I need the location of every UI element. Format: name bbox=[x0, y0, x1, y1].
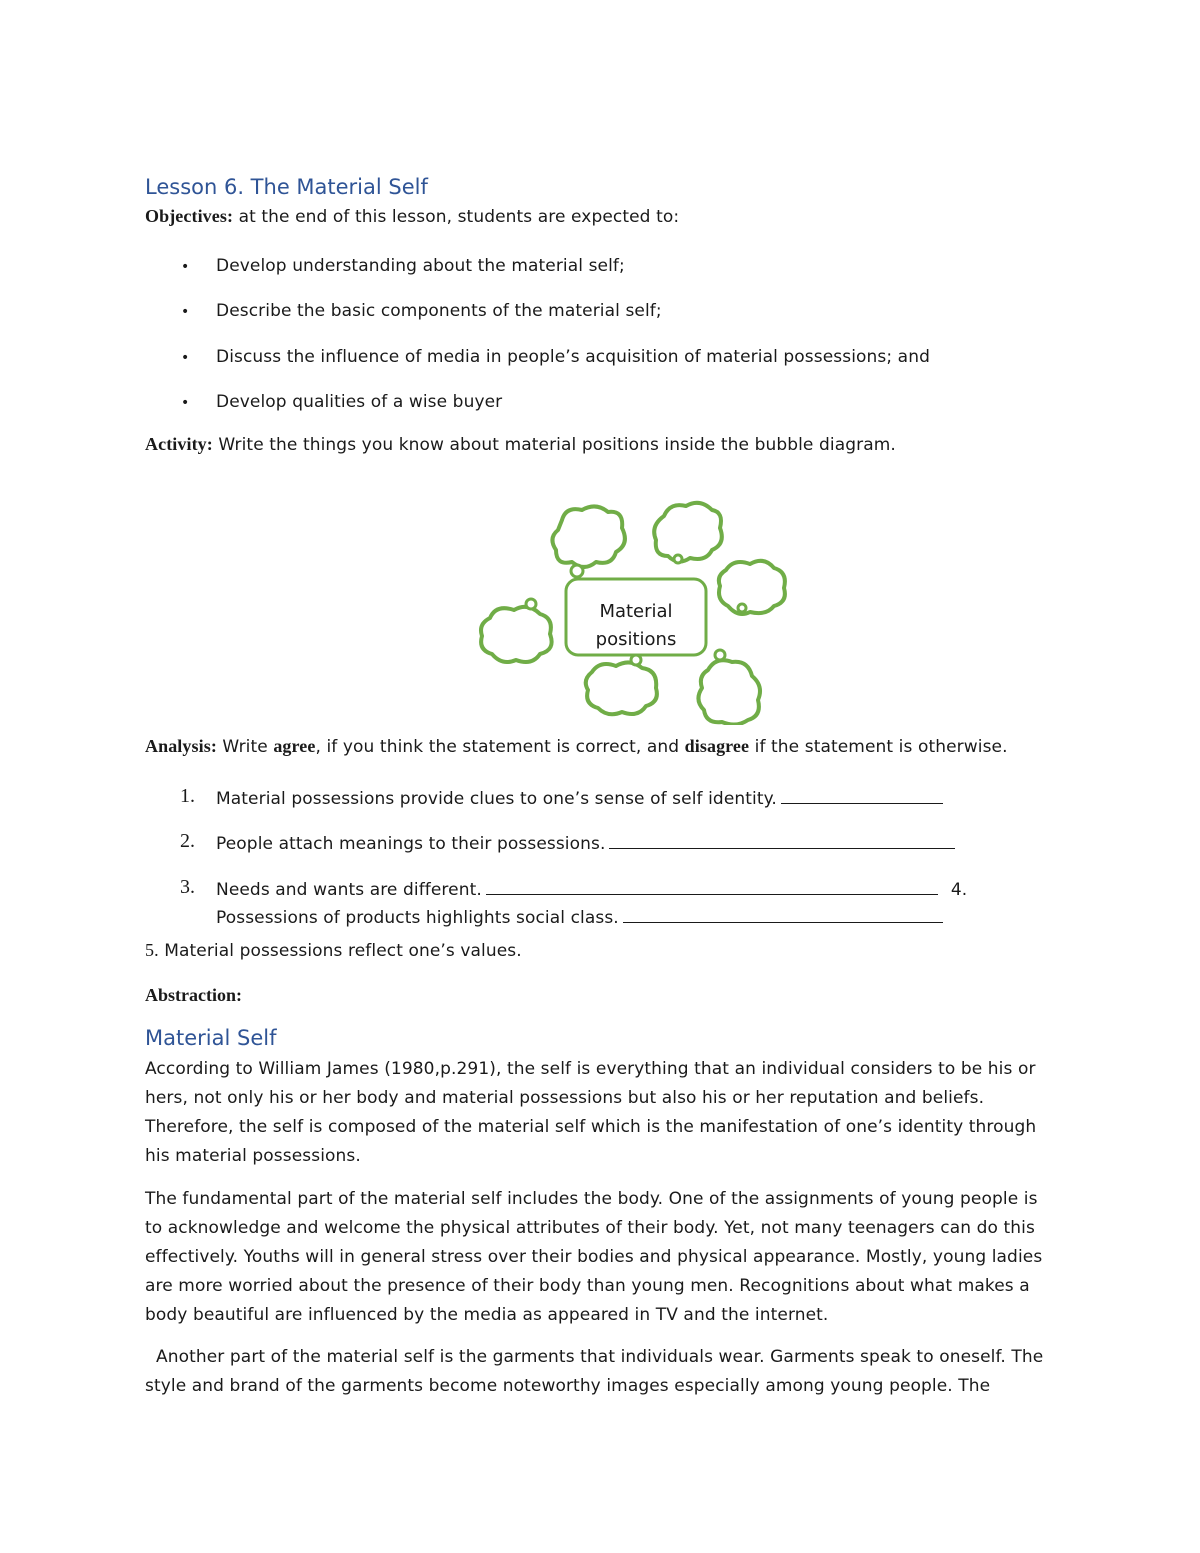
paragraph bbox=[145, 1055, 1065, 1171]
statement-text: Material possessions provide clues to one’s sense of self identity. bbox=[216, 789, 777, 809]
connector-dot bbox=[738, 604, 746, 612]
answer-blank[interactable] bbox=[623, 906, 943, 923]
bullet-icon: • bbox=[181, 259, 190, 275]
statement-text: People attach meanings to their possessions. bbox=[216, 834, 606, 854]
cloud-bubble bbox=[719, 561, 785, 614]
analysis-text-c: if the statement is otherwise. bbox=[749, 737, 1008, 757]
item-number: 3. bbox=[180, 876, 195, 898]
answer-blank[interactable] bbox=[781, 787, 943, 804]
cloud-bubble bbox=[654, 503, 722, 562]
list-item bbox=[145, 940, 522, 961]
list-item: Describe the basic components of the material self; bbox=[216, 301, 662, 321]
item-number: 4. bbox=[950, 880, 968, 900]
bullet-icon: • bbox=[181, 350, 190, 366]
paragraph-line: to acknowledge and welcome the physical attributes of their body. Yet, not many teenagers can do this bbox=[145, 1218, 1035, 1238]
objectives-label: Objectives: bbox=[145, 206, 234, 226]
bullet-icon: • bbox=[181, 304, 190, 320]
center-label-line1: Material bbox=[599, 601, 673, 622]
paragraph-line: hers, not only his or her body and material possessions but also his or her reputation and beliefs. bbox=[145, 1088, 985, 1108]
analysis-label: Analysis: bbox=[145, 736, 217, 756]
paragraph-line: The fundamental part of the material self includes the body. One of the assignments of young people is bbox=[145, 1189, 1038, 1209]
list-item bbox=[216, 832, 955, 854]
paragraph-line: Therefore, the self is composed of the material self which is the manifestation of one’s identity through bbox=[145, 1117, 1037, 1137]
item-number: 1. bbox=[180, 785, 195, 807]
paragraph-line: effectively. Youths will in general stress over their bodies and physical appearance. Mostly, young ladies bbox=[145, 1247, 1043, 1267]
statement-text: Material possessions reflect one’s values. bbox=[158, 941, 522, 961]
connector-dot bbox=[526, 599, 536, 609]
paragraph-line: According to William James (1980,p.291), the self is everything that an individual considers to be his or bbox=[145, 1059, 1036, 1079]
connector-dot bbox=[715, 650, 725, 660]
paragraph-line: are more worried about the presence of their body than young men. Recognitions about what makes a bbox=[145, 1276, 1030, 1296]
paragraph bbox=[145, 1343, 1065, 1401]
answer-blank[interactable] bbox=[486, 878, 938, 895]
activity-line bbox=[145, 434, 896, 455]
page-title: Lesson 6. The Material Self bbox=[145, 175, 428, 199]
objectives-intro: at the end of this lesson, students are expected to: bbox=[233, 207, 680, 227]
paragraph-line: style and brand of the garments become noteworthy images especially among young people. The bbox=[145, 1376, 991, 1396]
list-item bbox=[216, 787, 943, 809]
list-item: Discuss the influence of media in people’s acquisition of material possessions; and bbox=[216, 347, 930, 367]
paragraph bbox=[145, 1185, 1065, 1330]
list-item: Develop understanding about the material self; bbox=[216, 256, 625, 276]
cloud-bubble bbox=[552, 506, 624, 567]
connector-dot bbox=[571, 565, 583, 577]
list-item: Develop qualities of a wise buyer bbox=[216, 392, 503, 412]
item-number: 5. bbox=[145, 940, 159, 960]
activity-label: Activity: bbox=[145, 434, 213, 454]
analysis-line bbox=[145, 736, 1008, 757]
analysis-text-a: Write bbox=[216, 737, 274, 757]
list-item bbox=[216, 906, 943, 928]
item-number: 2. bbox=[180, 830, 195, 852]
disagree-keyword: disagree bbox=[684, 736, 750, 756]
connector-dot bbox=[674, 555, 682, 563]
statement-text: Possessions of products highlights social class. bbox=[216, 908, 619, 928]
bubble-diagram bbox=[470, 495, 800, 725]
center-label-line2: positions bbox=[595, 629, 677, 650]
paragraph-line: Another part of the material self is the garments that individuals wear. Garments speak to oneself. The bbox=[145, 1347, 1044, 1367]
section-heading: Material Self bbox=[145, 1026, 277, 1050]
paragraph-line: his material possessions. bbox=[145, 1146, 361, 1166]
objectives-line bbox=[145, 206, 679, 227]
list-item bbox=[216, 878, 967, 900]
statement-text: Needs and wants are different. bbox=[216, 880, 482, 900]
cloud-bubble bbox=[698, 660, 760, 724]
agree-keyword: agree bbox=[273, 736, 316, 756]
paragraph-line: body beautiful are influenced by the media as appeared in TV and the internet. bbox=[145, 1305, 829, 1325]
cloud-bubble bbox=[481, 607, 552, 662]
analysis-text-b: , if you think the statement is correct, and bbox=[315, 737, 685, 757]
answer-blank[interactable] bbox=[609, 832, 955, 849]
activity-text: Write the things you know about material positions inside the bubble diagram. bbox=[212, 435, 896, 455]
cloud-bubble bbox=[586, 662, 657, 714]
bullet-icon: • bbox=[181, 395, 190, 411]
abstraction-label: Abstraction: bbox=[145, 985, 242, 1005]
